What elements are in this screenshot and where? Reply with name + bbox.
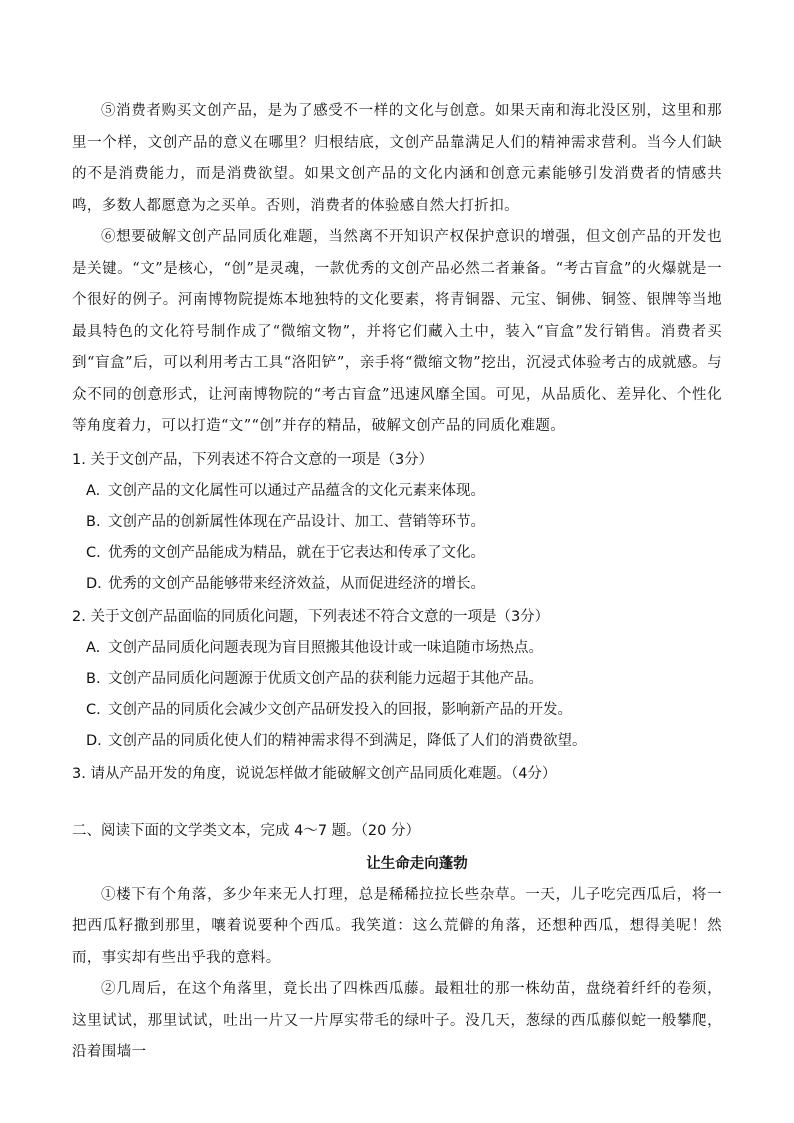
option-letter: B.	[86, 513, 101, 530]
option-c	[72, 695, 722, 726]
option-letter: D.	[86, 575, 102, 592]
story-paragraph-2: ②几周后，在这个角落里，竟长出了四株西瓜藤。最粗壮的那一株幼苗，盘绕着纤纤的卷须，这里试试，那里试试，吐出一片又一片厚实带毛的绿叶子。没几天，葱绿的西瓜藤似蛇一般攀爬，沿着围墙一	[72, 981, 722, 1060]
story-title: 让生命走向蓬勃	[366, 855, 468, 872]
option-b	[72, 507, 722, 538]
option-letter: C.	[86, 544, 101, 561]
option-text: 文创产品的创新属性体现在产品设计、加工、营销等环节。	[108, 513, 485, 530]
option-c	[72, 538, 722, 569]
option-letter: A.	[86, 639, 101, 656]
question-3	[72, 759, 722, 790]
question-2	[72, 602, 722, 757]
option-letter: B.	[86, 670, 101, 687]
option-a	[72, 476, 722, 507]
story-paragraph-1: ①楼下有个角落，多少年来无人打理，总是稀稀拉拉长些杂草。一天，儿子吃完西瓜后，将一把西瓜籽撒到那里，嚷着说要种个西瓜。我笑道：这么荒僻的角落，还想种西瓜，想得美呢！然而，事实却有些出乎我的意料。	[72, 886, 722, 966]
document-content	[72, 96, 722, 1069]
option-b	[72, 664, 722, 695]
passage-paragraph-5: ⑤消费者购买文创产品，是为了感受不一样的文化与创意。如果天南和海北没区别，这里和那里一个样，文创产品的意义在哪里？归根结底，文创产品靠满足人们的精神需求营利。当今人们缺的不是消费能力，而是消费欲望。如果文创产品的文化内涵和创意元素能够引发消费者的情感共鸣，多数人都愿意为之买单。否则，消费者的体验感自然大打折扣。	[72, 103, 722, 214]
question-1	[72, 445, 722, 600]
option-letter: C.	[86, 701, 101, 718]
option-text: 优秀的文创产品能够带来经济效益，从而促进经济的增长。	[108, 575, 485, 592]
option-text: 文创产品的文化属性可以通过产品蕴含的文化元素来体现。	[108, 482, 485, 499]
option-letter: D.	[86, 732, 102, 749]
section-heading: 二、阅读下面的文学类文本，完成 4～7 题。（20 分）	[72, 822, 420, 839]
passage-paragraph-6: ⑥想要破解文创产品同质化难题，当然离不开知识产权保护意识的增强，但文创产品的开发也是关键。“文”是核心，“创”是灵魂，一款优秀的文创产品必然二者兼备。“考古盲盒”的火爆就是一个很好的例子。河南博物院提炼本地独特的文化要素，将青铜器、元宝、铜佛、铜签、银牌等当地最具特色的文化符号制作成了“微缩文物”，并将它们藏入土中，装入“盲盒”发行销售。消费者买到“盲盒”后，可以利用考古工具“洛阳铲”，亲手将“微缩文物”挖出，沉浸式体验考古的成就感。与众不同的创意形式，让河南博物院的“考古盲盒”迅速风靡全国。可见，从品质化、差异化、个性化等角度着力，可以打造“文”“创”并存的精品，破解文创产品的同质化难题。	[72, 229, 722, 434]
option-text: 文创产品的同质化会减少文创产品研发投入的回报，影响新产品的开发。	[108, 701, 572, 718]
option-text: 文创产品同质化问题表现为盲目照搬其他设计或一味追随市场热点。	[108, 639, 543, 656]
question-stem: 1. 关于文创产品，下列表述不符合文意的一项是（3分）	[72, 451, 434, 468]
option-d	[72, 569, 722, 600]
option-text: 文创产品的同质化使人们的精神需求得不到满足，降低了人们的消费欲望。	[108, 732, 587, 749]
option-d	[72, 726, 722, 757]
option-text: 优秀的文创产品能成为精品，就在于它表达和传承了文化。	[108, 544, 485, 561]
question-stem: 2. 关于文创产品面临的同质化问题，下列表述不符合文意的一项是（3分）	[72, 608, 550, 625]
option-a	[72, 633, 722, 664]
option-text: 文创产品同质化问题源于优质文创产品的获利能力远超于其他产品。	[108, 670, 543, 687]
option-letter: A.	[86, 482, 101, 499]
question-stem: 3. 请从产品开发的角度，说说怎样做才能破解文创产品同质化难题。（4分）	[72, 765, 557, 782]
